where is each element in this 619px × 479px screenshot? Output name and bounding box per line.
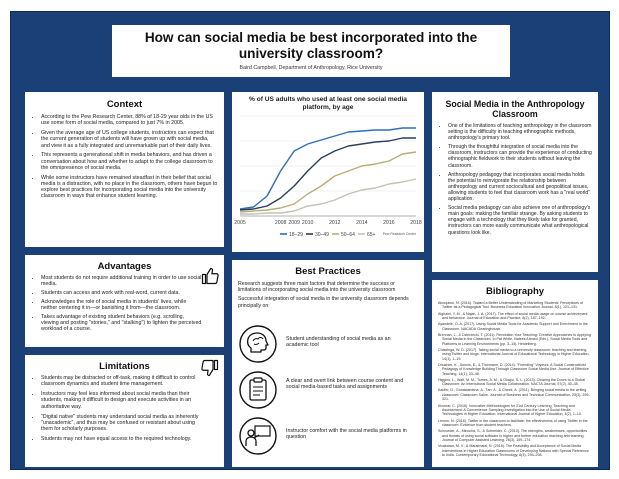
x-tick-label: 2005 bbox=[234, 220, 246, 226]
x-tick-label: 2012 bbox=[328, 220, 341, 226]
thumbs-down-icon bbox=[201, 359, 219, 377]
list-item: • This represents a generational shift in media behaviors, and has driven a conversation about how and whether to adapt to the college classroom to the omnipresence of social media. bbox=[41, 152, 218, 171]
best-practices-intro-2: Successful integration of social media in the university classroom depends principally on: bbox=[238, 296, 409, 309]
advantages-heading: Advantages bbox=[97, 261, 152, 272]
limitations-list bbox=[31, 375, 218, 442]
list-item: • While some instructors have remained steadfast in their belief that social media is a distraction, with no place in the classroom, others have begun to explore best practices for incorporating social media into the university classroom in ways that enhance student learning. bbox=[41, 175, 218, 200]
bibliography-entry: Ayandele, O. A. (2017). Using Social Media Tools for Academic Support and Enrichment in the Classroom. NACADA Clearinghouse. bbox=[438, 322, 588, 331]
list-item: • Social media pedagogy can also achieve one of anthropology's main goals: making the familiar strange. By asking students to engage with a technology that they likely take for granted, instructors can more easily communicate what anthropological questions look like. bbox=[448, 205, 592, 235]
clipboard-checklist-icon bbox=[238, 370, 278, 410]
bibliography-entry: Kaufer, D., Gunawardena, A., Tan, A., & Cheek, A. (2011). Bringing social media to the writing classroom: Classroom Salon. Journal of Business and Technical Communication, 25(3), 299–321. bbox=[438, 388, 591, 402]
bibliography-entry: Lemon, N. (2016). Twitter in the classroom to facilitate: the effectiveness of using Twitter in the classroom: Evidence from student teachers. bbox=[438, 418, 588, 427]
advantages-section bbox=[25, 255, 224, 347]
x-tick-label: 2008 bbox=[274, 220, 287, 226]
factor-text: Student understanding of social media as an academic tool bbox=[286, 336, 391, 349]
factor-text: Instructor comfort with the social media platforms in question bbox=[286, 428, 407, 441]
legend-label: 50–64 bbox=[341, 232, 355, 238]
bibliography-entry: Dhuchier, K., Donnis, E., & Thormann, D. (2014). "Friending" Voyeurs: A Social Constructivist Pedagogy of Knowledge Building Through Classroom Social Media Use. Journal of Effective Teaching, 14(1), 33–48. bbox=[438, 362, 589, 376]
list-item: • Students may not have equal access to the required technology. bbox=[41, 436, 202, 442]
bibliography-entry: Vivakaran, M. V., & Maraimalai, N. (2016). The Feasibility and Acceptance of Social Media Interventions in Higher Education Classrooms of Developing Nations with Special Reference to India. Contemporary Educational Technology, 8(3), 294–298. bbox=[438, 444, 589, 457]
x-tick-label: 2014 bbox=[356, 220, 368, 226]
series-line bbox=[240, 152, 416, 212]
anthropology-list bbox=[438, 123, 592, 236]
limitations-heading: Limitations bbox=[99, 361, 150, 372]
x-tick-label: 2018 bbox=[410, 220, 422, 226]
bibliography-entry: Aboujaoui, N. (2016). Toward a Better Understanding of Marketing Students' Perceptions of Twitter as a Pedagogical Tool. Business Education Innovation Journal, 8(1), 121–131. bbox=[438, 301, 584, 310]
list-item: • Students can access and work with real-word, current data. bbox=[41, 290, 202, 296]
factor-row bbox=[238, 324, 418, 364]
chart-panel bbox=[232, 92, 424, 252]
bibliography-entry: Alghaini, Y. M., & Najah, J. A. (2017). The effect of social media usage on course achievement and behaviour. Journal of Education and Practice, 8(2), 187–192. bbox=[438, 311, 588, 321]
list-item: • Through the thoughtful integration of social media into the classroom, instructors can provide the experience of conducting ethnographic fieldwork to their students without leaving the classroom. bbox=[448, 144, 592, 168]
list-item: • Most students do not require additional training in order to use social media. bbox=[41, 275, 202, 288]
bibliography-heading: Bibliography bbox=[485, 286, 545, 297]
list-item: • According to the Pew Research Center, 88% of 18-29 year olds in the US use some form of social media, compared to just 7% in 2005. bbox=[41, 114, 218, 127]
author-line: Baird Campbell, Department of Anthropology, Rice University bbox=[239, 65, 383, 71]
list-item: • Students may be distracted or off-task, making it difficult to control classroom dynamics and student time management. bbox=[41, 375, 202, 388]
factor-row bbox=[238, 370, 418, 410]
legend-label: 30–49 bbox=[315, 232, 329, 238]
bibliography-entry: Kinnear, C. (2016). Innovative Methodologies for 21st Century Learning, Teaching and Assessment: A Convenience Sampling Investigation into the Use of Social Media Technologies in Higher Education. International Journal of Higher Education, 4(2), 1–10. bbox=[438, 403, 582, 417]
x-tick-label: 2009 bbox=[288, 220, 300, 226]
instructor-icon bbox=[238, 416, 278, 456]
list-item: • One of the limitations of teaching anthropology in the classroom setting is the difficulty in teaching ethnographic methods, anthropology's primary tool. bbox=[448, 123, 592, 141]
best-practices-heading: Best Practices bbox=[295, 266, 361, 277]
brain-head-icon bbox=[238, 324, 278, 364]
x-tick-label: 2016 bbox=[383, 220, 395, 226]
list-item: • Anthropology pedagogy that incorporates social media holds the potential to reinvigorate the relationship between anthropology and current sociocultural and geopolitical issues, allowing students to feel that classroom work has a "real world" application. bbox=[448, 172, 592, 202]
bibliography-entry: Schroeder, A., Minocha, S., & Schneider, C. (2010). The strengths, weaknesses, opportunities and threats of using social software in higher and further education teaching and learning. Journal of Computer Assisted Learning, 26(3), 159–174. bbox=[438, 429, 588, 442]
poster-title: How can social media be best incorporated into the university classroom? bbox=[144, 30, 478, 61]
list-item: • Instructors may feel less informed about social media than their students, making it difficult to design and execute activities in an authoritative way. bbox=[41, 391, 202, 410]
chart-title: % of US adults who used at least one social media platform, by age bbox=[249, 96, 407, 111]
factor-row bbox=[238, 416, 418, 456]
series-line bbox=[240, 138, 416, 210]
list-item: • Acknowledges the role of social media in students' lives, while neither centering it in—or banishing it from—the classroom. bbox=[41, 299, 202, 312]
context-heading: Context bbox=[106, 99, 143, 110]
factor-text: A clear and overt link between course content and social media-based tasks and assignments bbox=[286, 378, 404, 391]
title-banner bbox=[112, 25, 510, 77]
chart-source-label: Pew Research Center bbox=[382, 232, 416, 236]
limitations-section bbox=[25, 355, 224, 467]
advantages-list bbox=[31, 275, 218, 333]
bibliography-entry: Brennan, L., & Dzierzecki, T. (2011). Revolution Your Teaching: Creative Approaches to Applying Social Media in the Classroom. In Pat White, Nafees Ahmed (Eds.), Social Media Tools and Platforms in Learning Environments (pp. 3–15). Heidelberg. bbox=[438, 332, 591, 346]
bibliography-section bbox=[432, 280, 598, 467]
best-practices-intro: Research suggests three main factors that determine the success or limitations of incorporating social media into the university classroom bbox=[238, 281, 396, 294]
legend-label: 18–29 bbox=[289, 232, 303, 238]
bibliography-entry: Chawinga, W. D. (2017). Taking social media to a university classroom: teaching and learning using Twitter and blogs. International Journal of Educational Technology in Higher Education, 14(1), 1–19. bbox=[438, 347, 590, 361]
line-chart bbox=[236, 112, 420, 248]
x-tick-label: 2010 bbox=[301, 220, 314, 226]
poster-board bbox=[10, 11, 610, 470]
list-item: • Given the average age of US college students, instructors can expect that the current generation of students will have grown up with social media, and view it as a fully integrated and unremarkable part of their daily lives. bbox=[41, 130, 218, 149]
legend-label: 65+ bbox=[367, 232, 376, 238]
context-list bbox=[31, 114, 218, 200]
list-item: • "Digital native" students may understand social media as inherently "unacademic", and thus may be confused or resistant about using them for scholarly purposes. bbox=[41, 414, 202, 433]
bibliography-list bbox=[438, 301, 592, 457]
thumbs-up-icon bbox=[201, 267, 219, 285]
anthropology-section bbox=[432, 92, 598, 272]
list-item: • Takes advantage of existing student behaviors (e.g. scrolling, viewing and posting "stories," and "stalking") to lighten the perceived workload of a course. bbox=[41, 314, 202, 333]
bibliography-entry: Higgins, L., Walt, M. M., Tornes, A. M., & Okapu, S. L. (2013). Clearing the Doors to a Global Classroom: An Intercultural Social Media Collaboration. NACTA Journal, 57(2), 40–45. bbox=[438, 377, 586, 387]
context-section bbox=[25, 92, 224, 247]
best-practices-section bbox=[232, 260, 424, 467]
anthropology-heading: Social Media in the Anthropology Classroom bbox=[445, 99, 585, 119]
